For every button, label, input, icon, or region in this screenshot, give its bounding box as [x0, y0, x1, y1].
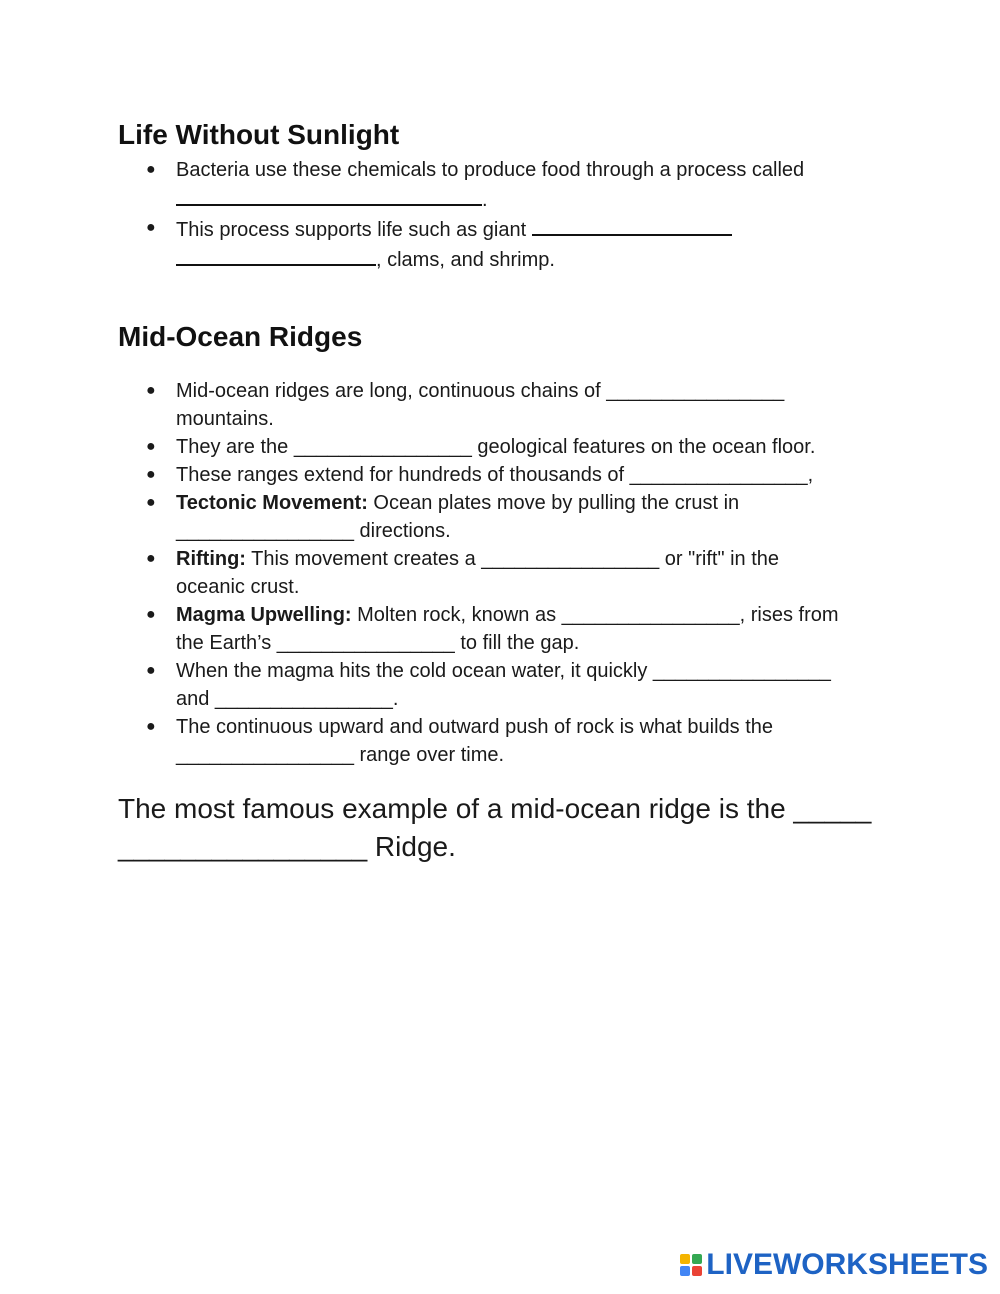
list-item-suffix: , clams, and shrimp.: [376, 249, 555, 271]
logo-mark-icon: [680, 1254, 702, 1276]
list-item-text: When the magma hits the cold ocean water, it quickly ________________: [176, 660, 831, 682]
list-item-text-cont: oceanic crust.: [176, 576, 300, 598]
logo-text: LIVEWORKSHEETS: [706, 1248, 988, 1281]
list-item: [118, 433, 888, 461]
list-item: [118, 377, 888, 433]
fill-in-blank[interactable]: [532, 214, 732, 236]
list-item-label: Tectonic Movement:: [176, 492, 368, 514]
list-item: [118, 156, 888, 214]
list-item-label: Magma Upwelling:: [176, 604, 352, 626]
logo-square-icon: [680, 1266, 690, 1276]
list-item: [118, 713, 888, 769]
fill-in-blank[interactable]: [176, 244, 376, 266]
bullet-icon: ●: [146, 438, 156, 455]
list-item-text: This process supports life such as giant: [176, 219, 527, 241]
list-item-text: They are the ________________ geological features on the ocean floor.: [176, 436, 816, 458]
list-item-label: Rifting:: [176, 548, 246, 570]
section-title-mid-ocean-ridges: Mid-Ocean Ridges: [118, 321, 363, 352]
list-item: [118, 489, 888, 545]
logo-square-icon: [680, 1254, 690, 1264]
closing-question: [118, 790, 898, 866]
liveworksheets-logo: [680, 1248, 988, 1282]
list-item-text: Mid-ocean ridges are long, continuous chains of ________________: [176, 380, 785, 402]
closing-line-1: The most famous example of a mid-ocean ridge is the _____: [118, 793, 872, 824]
list-item: [118, 545, 888, 601]
bullet-icon: ●: [146, 466, 156, 483]
section-title-life-without-sunlight: Life Without Sunlight: [118, 119, 400, 150]
bullet-icon: ●: [146, 494, 156, 511]
bullet-icon: ●: [146, 662, 156, 679]
list-item-suffix: .: [482, 189, 488, 211]
closing-line-2: ________________ Ridge.: [118, 831, 456, 862]
logo-square-icon: [692, 1266, 702, 1276]
list-item-text: Bacteria use these chemicals to produce food through a process called: [176, 159, 805, 181]
list-item-text: Molten rock, known as ________________, rises from: [351, 604, 839, 626]
bullet-icon: ●: [146, 606, 156, 623]
list-item-text: These ranges extend for hundreds of thousands of ________________,: [176, 464, 814, 486]
list-item-text: Ocean plates move by pulling the crust in: [367, 492, 740, 514]
list-item-text: This movement creates a ________________ or "rift" in the: [245, 548, 780, 570]
list-item-text-cont: the Earth’s ________________ to fill the gap.: [176, 632, 580, 654]
list-item: [118, 214, 888, 274]
bullet-icon: ●: [146, 382, 156, 399]
bullet-icon: ●: [146, 550, 156, 567]
list-item-text-cont: ________________ range over time.: [176, 744, 505, 766]
list-item-text-cont: mountains.: [176, 408, 274, 430]
logo-square-icon: [692, 1254, 702, 1264]
bullet-icon: ●: [146, 718, 156, 735]
list-item-text: The continuous upward and outward push of rock is what builds the: [176, 716, 774, 738]
fill-in-blank[interactable]: [176, 184, 482, 206]
bullet-icon: ●: [146, 219, 156, 236]
list-item-text-cont: and ________________.: [176, 688, 399, 710]
section1-list: [118, 156, 888, 274]
list-item-text-cont: ________________ directions.: [176, 520, 451, 542]
list-item: [118, 657, 888, 713]
bullet-icon: ●: [146, 161, 156, 178]
list-item: [118, 461, 888, 489]
section2-list: [118, 377, 888, 769]
list-item: [118, 601, 888, 657]
